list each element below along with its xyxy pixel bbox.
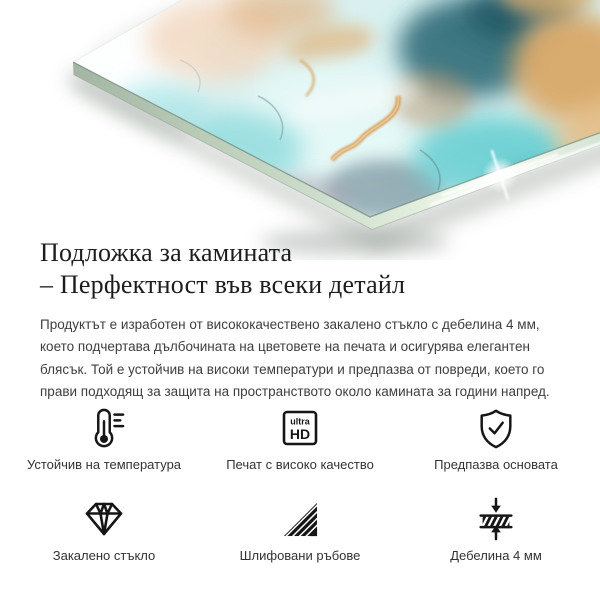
feature-label: Устойчив на температура	[26, 457, 182, 472]
feature-label: Печат с високо качество	[226, 457, 374, 472]
feature-print-quality	[202, 407, 398, 472]
feature-thickness	[398, 498, 594, 563]
feature-temperature	[6, 407, 202, 472]
glass-panel-image	[0, 0, 600, 260]
svg-text:ultra: ultra	[290, 416, 310, 427]
svg-text:HD: HD	[289, 426, 311, 442]
product-photo	[0, 0, 600, 235]
thickness-icon	[398, 498, 594, 540]
title-line-2: – Перфектност във всеки детайл	[40, 270, 406, 299]
title-line-1: Подложка за камината	[40, 238, 293, 267]
content	[0, 235, 600, 563]
page-title	[40, 237, 572, 301]
feature-protects-base	[398, 407, 594, 472]
polished-edges-icon	[202, 498, 398, 540]
shield-check-icon	[398, 407, 594, 449]
diamond-icon	[6, 498, 202, 540]
feature-label: Предпазва основата	[434, 457, 558, 472]
features-grid	[6, 407, 594, 563]
feature-tempered-glass	[6, 498, 202, 563]
glass-panel-art	[0, 0, 600, 260]
thermometer-icon	[6, 407, 202, 449]
product-description: Продуктът е изработен от висококачествено закалено стъкло с дебелина 4 мм, което подчертава дълбочината на цветовете на печата и осигурява елегантен блясък. Той е устойчив на високи температури и предпазва от повреди, което го прави подходящ за защита на пространството около камината за години напред.	[40, 317, 550, 400]
feature-label: Закалено стъкло	[52, 548, 156, 563]
feature-label: Дебелина 4 мм	[450, 548, 542, 563]
feature-label: Шлифовани ръбове	[239, 548, 361, 563]
ultra-hd-icon	[202, 407, 398, 449]
feature-polished-edges	[202, 498, 398, 563]
